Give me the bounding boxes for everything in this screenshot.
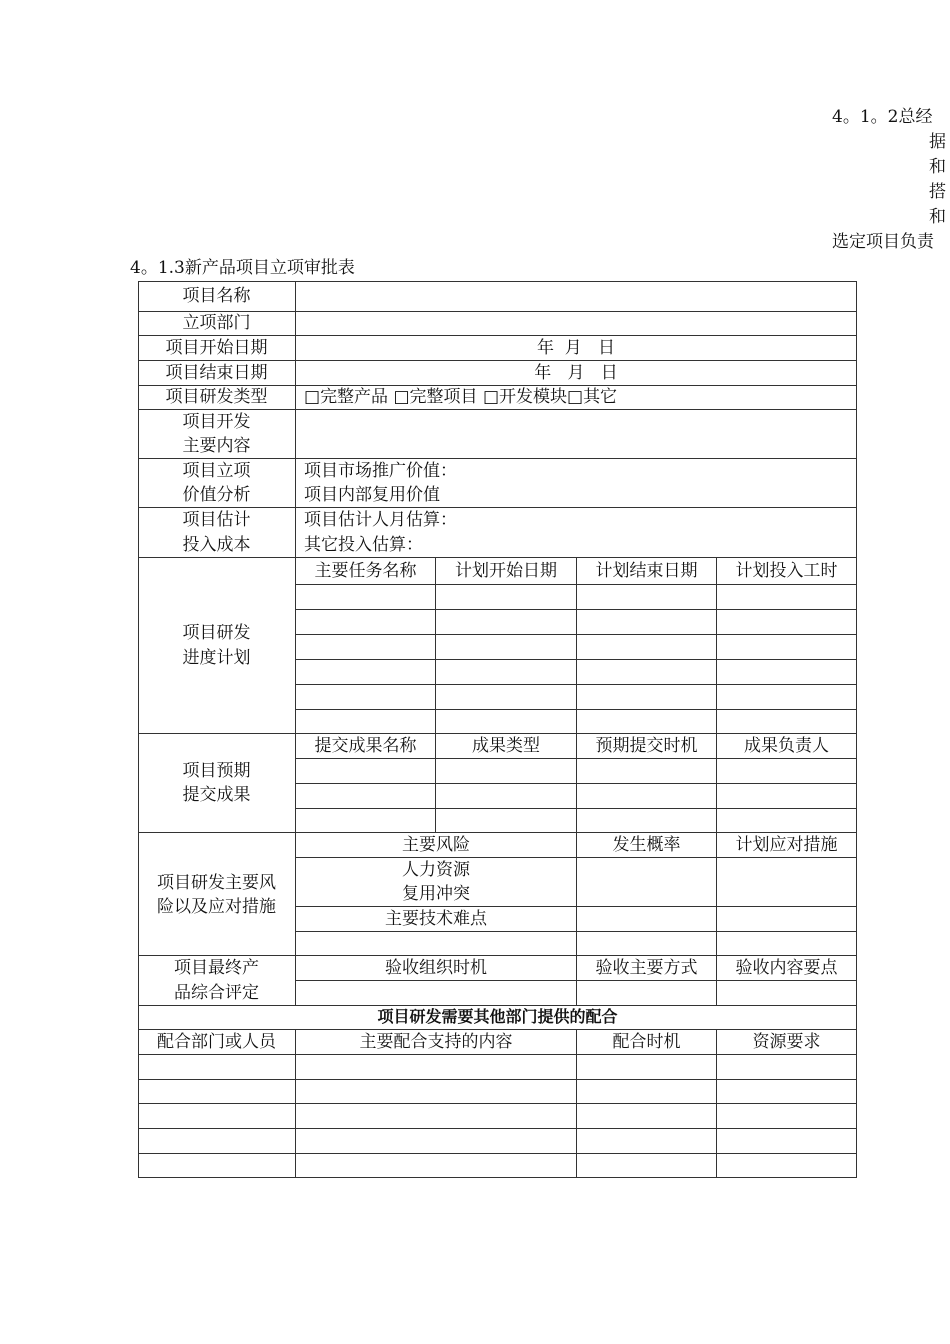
deliverable-header-name: 提交成果名称 (314, 736, 417, 756)
approval-form-table (138, 281, 857, 1178)
option-label: 其它 (583, 387, 618, 407)
value-label-1: 项目立项 (182, 461, 251, 481)
dept-field[interactable] (296, 312, 856, 335)
section-title: 4。1.3新产品项目立项审批表 (130, 258, 355, 278)
risk-label-2: 险以及应对措施 (157, 897, 276, 917)
risk-item-hr: 人力资源 (402, 860, 470, 880)
checkbox-other[interactable]: □ (567, 387, 584, 407)
schedule-label-1: 项目研发 (182, 623, 251, 643)
schedule-header-end: 计划结束日期 (595, 561, 698, 581)
header-line-4: 搭 (929, 182, 946, 202)
dept-label: 立项部门 (182, 313, 251, 333)
header-line-1: 4。1。2总经 (832, 107, 933, 127)
checkbox-dev-module[interactable]: □ (482, 387, 499, 407)
deliverable-header-owner: 成果负责人 (744, 736, 829, 756)
risk-header-main: 主要风险 (402, 835, 470, 855)
schedule-header-task: 主要任务名称 (314, 561, 417, 581)
type-options (304, 385, 617, 409)
checkbox-complete-project[interactable]: □ (393, 387, 410, 407)
schedule-header-hours: 计划投入工时 (735, 561, 838, 581)
coop-header-resources: 资源要求 (752, 1032, 821, 1052)
coop-header-timing: 配合时机 (612, 1032, 681, 1052)
option-label: 完整项目 (409, 387, 478, 407)
deliverable-header-time: 预期提交时机 (595, 736, 698, 756)
type-label: 项目研发类型 (165, 387, 268, 407)
end-date-field[interactable]: 年 月 日 (534, 363, 618, 383)
risk-item-tech: 主要技术难点 (385, 909, 487, 929)
option-label: 完整产品 (320, 387, 389, 407)
value-line-1: 项目市场推广价值： (304, 461, 457, 481)
eval-label-1: 项目最终产 (174, 958, 259, 978)
risk-header-measures: 计划应对措施 (735, 835, 838, 855)
header-line-5: 和 (929, 207, 946, 227)
header-line-2: 据 (929, 132, 946, 152)
eval-header-timing: 验收组织时机 (385, 958, 487, 978)
value-line-2: 项目内部复用价值 (304, 485, 440, 505)
coop-title: 项目研发需要其他部门提供的配合 (377, 1007, 618, 1026)
header-line-6: 选定项目负责 (832, 232, 934, 252)
cost-line-2: 其它投入估算： (304, 535, 423, 555)
eval-header-points: 验收内容要点 (735, 958, 838, 978)
project-name-field[interactable] (296, 282, 856, 311)
cost-label-2: 投入成本 (182, 535, 251, 555)
deliverable-header-type: 成果类型 (472, 736, 540, 756)
value-label-2: 价值分析 (182, 485, 251, 505)
eval-label-2: 品综合评定 (174, 983, 259, 1003)
risk-item-reuse: 复用冲突 (402, 884, 470, 904)
deliverable-label-2: 提交成果 (182, 785, 251, 805)
content-label-1: 项目开发 (182, 412, 251, 432)
cost-label-1: 项目估计 (182, 510, 251, 530)
risk-label-1: 项目研发主要风 (157, 873, 276, 893)
content-label-2: 主要内容 (182, 436, 251, 456)
coop-header-dept: 配合部门或人员 (157, 1032, 276, 1052)
start-date-label: 项目开始日期 (165, 338, 268, 358)
deliverable-label-1: 项目预期 (182, 761, 251, 781)
option-label: 开发模块 (499, 387, 567, 407)
content-field[interactable] (296, 410, 856, 458)
schedule-label-2: 进度计划 (182, 648, 251, 668)
eval-header-method: 验收主要方式 (595, 958, 698, 978)
risk-header-probability: 发生概率 (612, 835, 681, 855)
checkbox-complete-product[interactable]: □ (304, 387, 321, 407)
header-line-3: 和 (929, 157, 946, 177)
coop-header-content: 主要配合支持的内容 (359, 1032, 513, 1052)
end-date-label: 项目结束日期 (165, 363, 268, 383)
project-name-label: 项目名称 (182, 286, 251, 306)
schedule-header-start: 计划开始日期 (455, 561, 557, 581)
cost-line-1: 项目估计人月估算： (304, 510, 457, 530)
start-date-field[interactable]: 年 月 日 (536, 338, 616, 358)
